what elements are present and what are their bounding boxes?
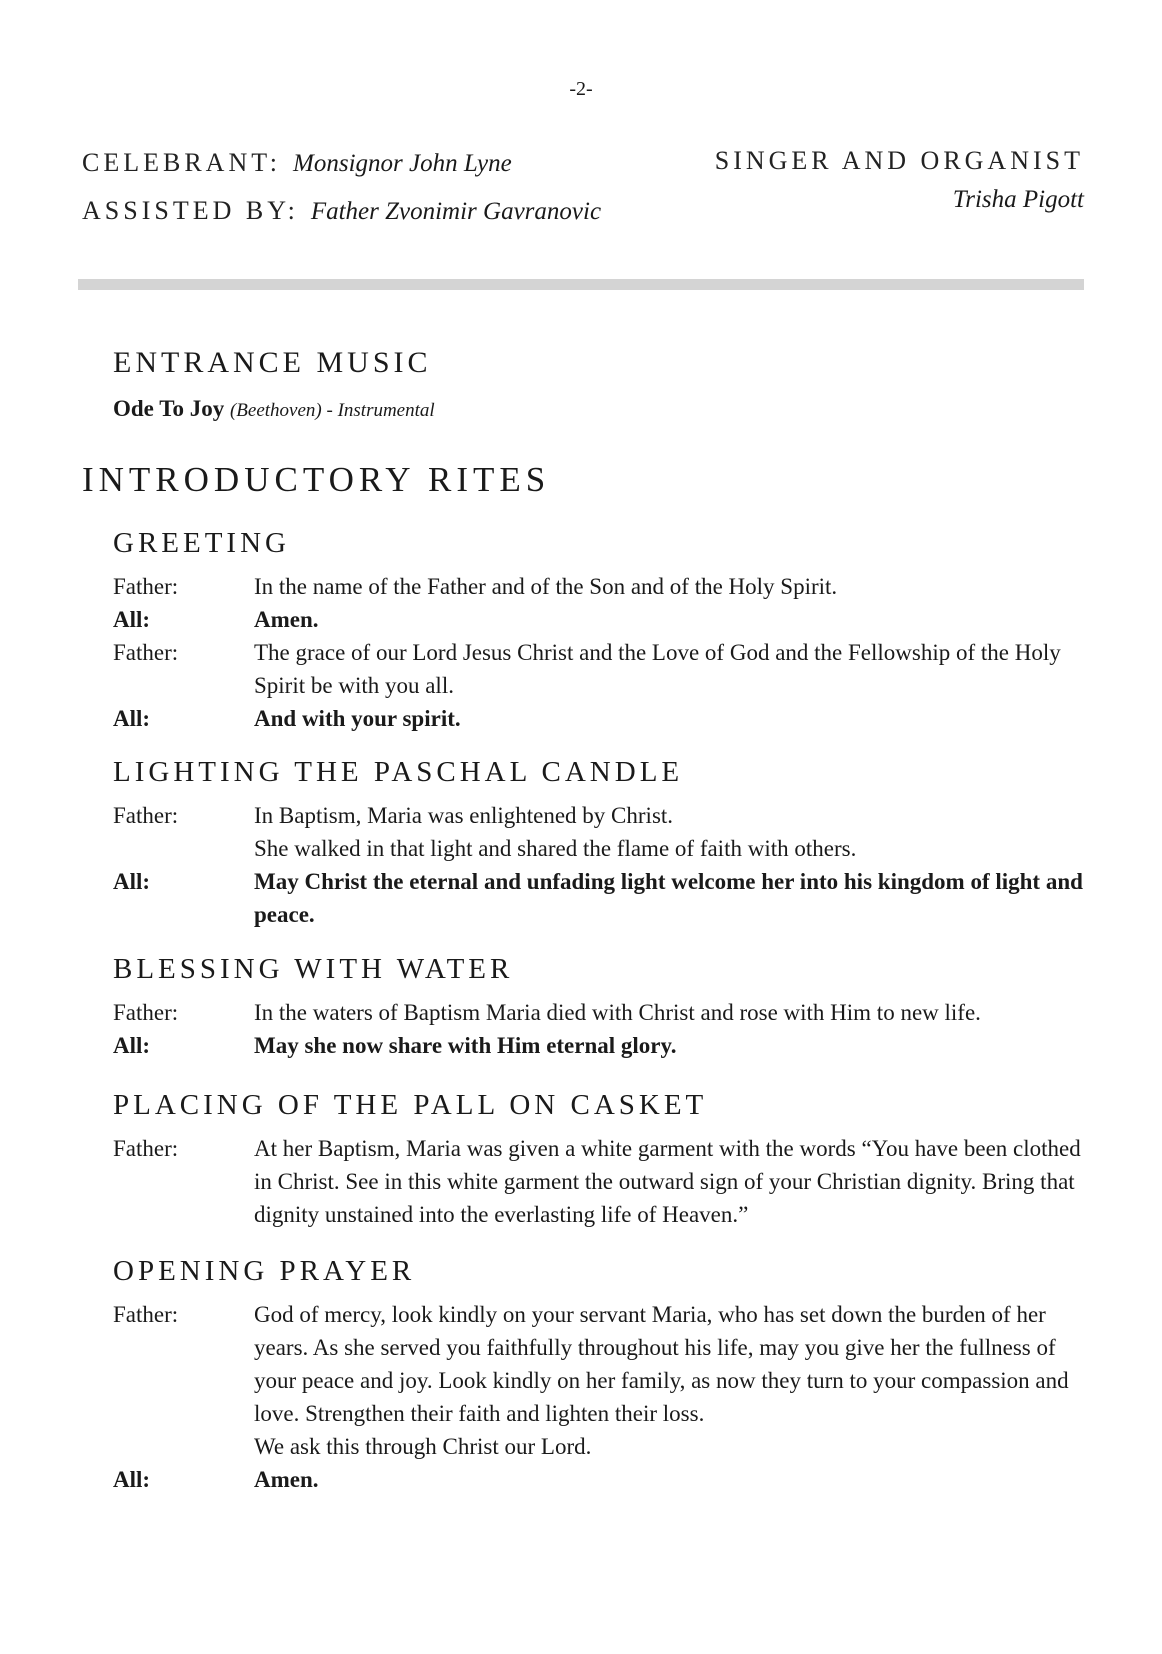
line-text: At her Baptism, Maria was given a white garment with the words “You have been clothed in Christ. See in this white garment the outward sign of your Christian dignity. Bring that dignity unstained into the everlasting life of Heaven.” [254,1136,1081,1227]
section-blessing-water [113,953,1093,1062]
liturgy-line [113,1430,1093,1463]
celebrant-name: Monsignor John Lyne [293,150,512,177]
piece-title: Ode To Joy [113,396,225,421]
entrance-piece [113,396,435,422]
line-text: May she now share with Him eternal glory. [254,1033,677,1058]
liturgy-line [113,799,1093,832]
speaker-label: Father: [113,803,179,828]
assisted-line [82,196,601,244]
celebrant-line [82,148,601,196]
line-text: Amen. [254,1467,319,1492]
section-title: GREETING [113,527,290,559]
line-text: The grace of our Lord Jesus Christ and the Love of God and the Fellowship of the Holy Spirit be with you all. [254,640,1061,698]
section-title: BLESSING WITH WATER [113,953,514,985]
speaker-label: Father: [113,640,179,665]
line-text: In the waters of Baptism Maria died with Christ and rose with Him to new life. [254,1000,981,1025]
line-text: May Christ the eternal and unfading light welcome her into his kingdom of light and peace. [254,869,1083,927]
section-divider [78,279,1084,290]
line-text: Amen. [254,607,319,632]
introductory-rites [82,460,550,500]
liturgy-response [113,702,1093,735]
liturgy-response [113,603,1093,636]
speaker-label: All: [113,869,151,894]
line-text: We ask this through Christ our Lord. [254,1434,592,1459]
speaker-label [113,832,254,865]
section-title: PLACING OF THE PALL ON CASKET [113,1089,708,1121]
section-pall [113,1089,1093,1231]
speaker-label: All: [113,1033,151,1058]
piece-detail: (Beethoven) - Instrumental [229,400,435,421]
music-label: SINGER AND ORGANIST [714,146,1084,175]
line-text: And with your spirit. [254,706,461,731]
section-paschal-candle [113,756,1093,931]
entrance-title: ENTRANCE MUSIC [113,346,432,379]
intro-title: INTRODUCTORY RITES [82,460,551,499]
line-text: In the name of the Father and of the Son and of the Holy Spirit. [254,574,838,599]
line-text: God of mercy, look kindly on your servant Maria, who has set down the burden of her years. As she served you faithfully throughout his life, may you give her the fullness of your peace and joy. Look kindly on her family, as now they turn to your compassion and love. Strengthen their faith and lighten their loss. [254,1302,1069,1426]
celebrant-label: CELEBRANT: [82,148,282,177]
speaker-label: All: [113,706,151,731]
liturgy-line [113,636,1093,702]
liturgy-line [113,1132,1093,1231]
credits-left [82,148,601,244]
section-opening-prayer [113,1255,1093,1496]
liturgy-line [113,832,1093,865]
line-text: In Baptism, Maria was enlightened by Christ. [254,803,674,828]
liturgy-line [113,570,1093,603]
liturgy-response [113,1029,1093,1062]
section-greeting [113,527,1093,735]
section-title: OPENING PRAYER [113,1255,416,1287]
music-name: Trisha Pigott [952,186,1084,213]
liturgy-line [113,1298,1093,1430]
assisted-label: ASSISTED BY: [82,196,299,225]
assisted-name: Father Zvonimir Gavranovic [310,198,602,225]
speaker-label: Father: [113,574,179,599]
speaker-label: All: [113,1467,151,1492]
speaker-label: Father: [113,1000,179,1025]
liturgy-line [113,996,1093,1029]
page-number: -2- [569,78,593,100]
speaker-label: All: [113,607,151,632]
liturgy-response [113,865,1093,931]
speaker-label: Father: [113,1136,179,1161]
section-title: LIGHTING THE PASCHAL CANDLE [113,756,684,788]
entrance-music [113,346,435,422]
speaker-label: Father: [113,1302,179,1327]
credits-right [715,146,1084,214]
line-text: She walked in that light and shared the flame of faith with others. [254,836,857,861]
speaker-label [113,1430,254,1463]
liturgy-response [113,1463,1093,1496]
